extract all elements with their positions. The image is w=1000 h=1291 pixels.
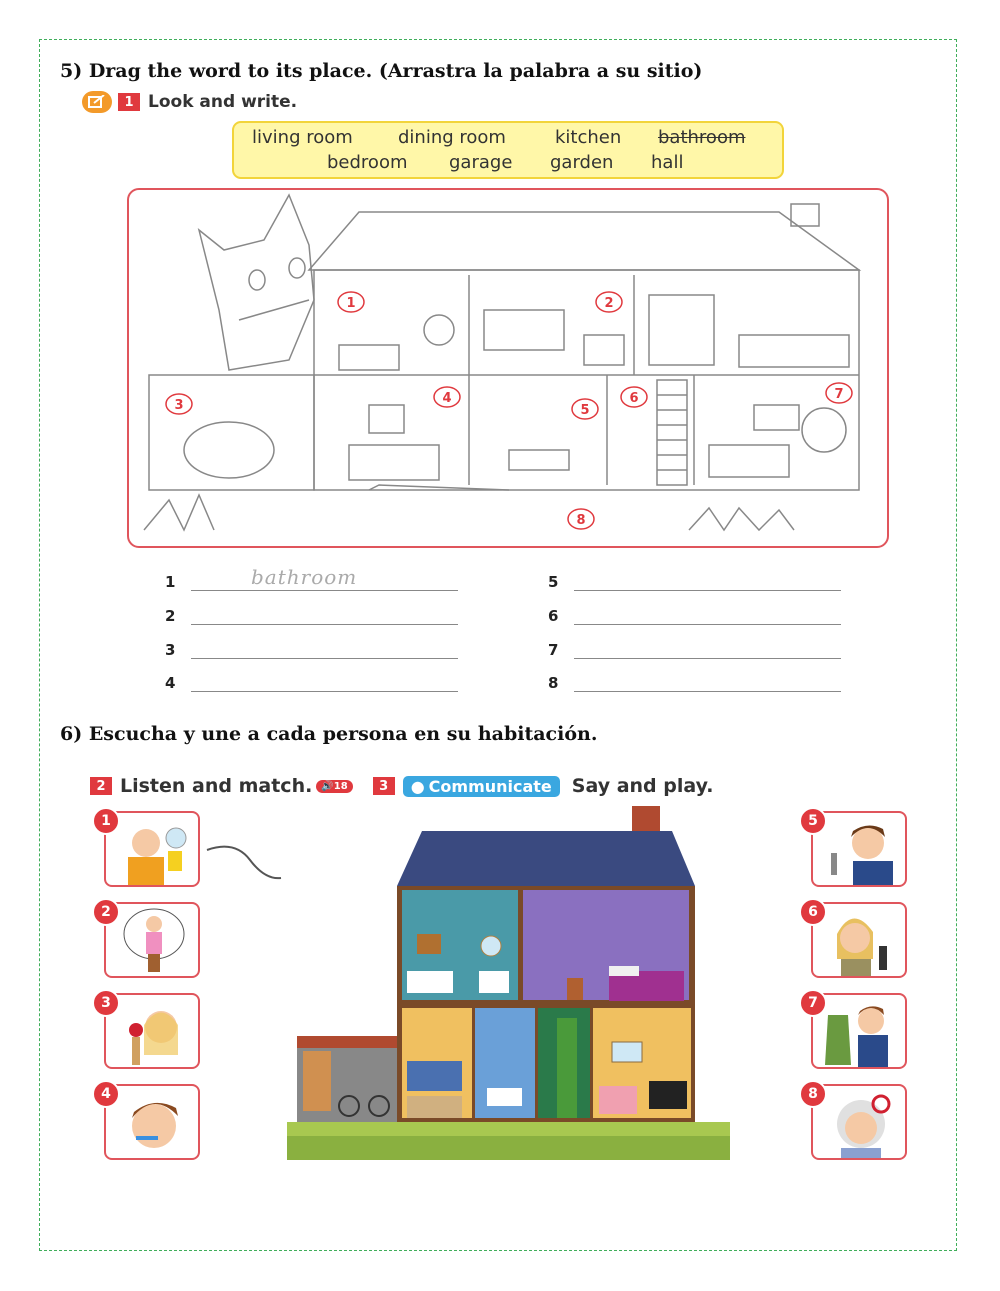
word-garage[interactable]: garage [449,152,513,173]
exercise-2-3-header [90,775,713,797]
person-number-5: 5 [799,807,827,835]
word-bedroom[interactable]: bedroom [327,152,408,173]
pencil-icon [82,91,112,113]
exercise-3-title: Say and play. [571,775,714,797]
answer-field[interactable] [191,667,458,692]
answer-row-7 [548,634,841,659]
answer-row-5 [548,566,841,591]
word-kitchen[interactable]: kitchen [555,127,622,148]
answer-number: 8 [548,674,559,692]
exercise-1-header [82,91,297,113]
answer-value: bathroom [251,565,358,589]
room-number-6 [621,387,647,407]
answer-number: 7 [548,641,559,659]
answer-number: 3 [165,641,176,659]
room-number-8-label: 8 [576,513,586,528]
woman-with-flowers-illustration [106,995,200,1069]
answer-field[interactable] [191,600,458,625]
girl-skipping-illustration [106,904,200,978]
word-garden[interactable]: garden [550,152,614,173]
colour-house-illustration [287,806,730,1160]
room-number-5 [572,399,598,419]
answer-row-4 [165,667,458,692]
room-number-3-label: 3 [174,398,184,413]
answer-number: 2 [165,607,176,625]
person-number-1: 1 [92,807,120,835]
answer-field[interactable] [574,566,841,591]
exercise-1-number: 1 [118,93,140,111]
house-line-drawing [127,188,889,548]
exercise-3-number: 3 [373,777,395,795]
woman-with-remote-illustration [813,904,907,978]
room-number-7-label: 7 [834,387,844,402]
room-number-8 [568,509,594,529]
boy-with-jacket-illustration [813,995,907,1069]
answer-field[interactable] [574,600,841,625]
answer-row-6 [548,600,841,625]
answer-number: 4 [165,674,176,692]
grandmother-with-glasses-illustration [813,1086,907,1160]
room-number-4-label: 4 [442,391,452,406]
answer-row-8 [548,667,841,692]
speech-bubble-icon: ● [410,776,425,796]
exercise-2-number: 2 [90,777,112,795]
person-number-6: 6 [799,898,827,926]
word-living-room[interactable]: living room [252,127,353,148]
answer-row-3 [165,634,458,659]
room-number-6-label: 6 [629,391,639,406]
house-drawing-illustration [129,190,889,548]
person-number-2: 2 [92,898,120,926]
exercise-2-title: Listen and match. [120,775,313,797]
answer-field[interactable] [191,566,458,591]
old-man-cleaning-illustration [106,813,200,887]
room-number-1-label: 1 [346,296,356,311]
word-dining-room[interactable]: dining room [398,127,506,148]
room-number-2 [596,292,622,312]
answer-number: 1 [165,573,176,591]
word-bathroom[interactable]: bathroom [658,127,746,148]
match-line [205,840,285,885]
person-number-8: 8 [799,1080,827,1108]
room-number-1 [338,292,364,312]
speaker-icon: 🔊 [321,780,334,792]
answer-number: 5 [548,573,559,591]
audio-track-number: 18 [333,780,348,792]
room-number-3 [166,394,192,414]
room-number-5-label: 5 [580,403,590,418]
word-hall[interactable]: hall [651,152,684,173]
answer-row-2 [165,600,458,625]
answer-row-1 [165,566,458,591]
answer-field[interactable] [574,667,841,692]
question-5-title: 5) Drag the word to its place. (Arrastra la palabra a su sitio) [60,60,703,82]
room-number-7 [826,383,852,403]
person-number-4: 4 [92,1080,120,1108]
word-bank [232,121,784,179]
answer-number: 6 [548,607,559,625]
communicate-badge [403,776,560,797]
person-number-7: 7 [799,989,827,1017]
person-number-3: 3 [92,989,120,1017]
question-6-title: 6) Escucha y une a cada persona en su habitación. [60,723,598,745]
man-with-spanner-illustration [813,813,907,887]
audio-track-badge[interactable] [316,780,352,793]
boy-brushing-teeth-illustration [106,1086,200,1160]
answer-field[interactable] [191,634,458,659]
communicate-label: Communicate [428,776,552,796]
room-number-4 [434,387,460,407]
exercise-1-title: Look and write. [148,92,298,112]
answer-field[interactable] [574,634,841,659]
room-number-2-label: 2 [604,296,614,311]
